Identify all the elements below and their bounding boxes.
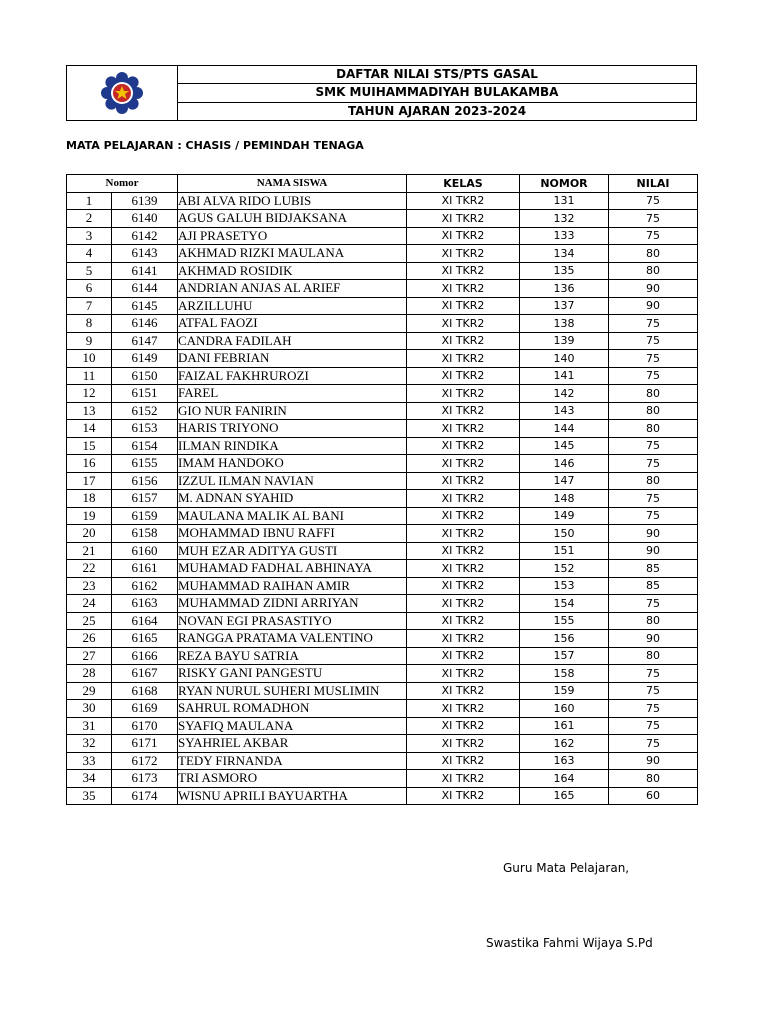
student-class: XI TKR2 (407, 665, 520, 683)
student-id: 6145 (112, 297, 178, 315)
student-name: MUHAMMAD ZIDNI ARRIYAN (178, 595, 407, 613)
student-grade: 80 (609, 420, 698, 438)
student-name: GIO NUR FANIRIN (178, 402, 407, 420)
student-id: 6168 (112, 682, 178, 700)
table-row (67, 717, 698, 735)
student-class: XI TKR2 (407, 525, 520, 543)
student-grade: 75 (609, 350, 698, 368)
student-name: CANDRA FADILAH (178, 332, 407, 350)
row-number: 18 (67, 490, 112, 508)
student-class: XI TKR2 (407, 332, 520, 350)
student-name: RYAN NURUL SUHERI MUSLIMIN (178, 682, 407, 700)
student-number: 133 (520, 227, 609, 245)
row-number: 14 (67, 420, 112, 438)
student-grade: 75 (609, 717, 698, 735)
student-grade: 75 (609, 367, 698, 385)
student-grade: 80 (609, 472, 698, 490)
student-grade: 90 (609, 280, 698, 298)
student-name: NOVAN EGI PRASASTIYO (178, 612, 407, 630)
student-number: 141 (520, 367, 609, 385)
student-number: 164 (520, 770, 609, 788)
row-number: 27 (67, 647, 112, 665)
student-id: 6140 (112, 210, 178, 228)
student-id: 6149 (112, 350, 178, 368)
row-number: 31 (67, 717, 112, 735)
student-name: TEDY FIRNANDA (178, 752, 407, 770)
student-grade: 90 (609, 297, 698, 315)
table-row (67, 297, 698, 315)
teacher-name: Swastika Fahmi Wijaya S.Pd (486, 936, 653, 950)
student-number: 152 (520, 560, 609, 578)
student-class: XI TKR2 (407, 245, 520, 263)
student-name: AJI PRASETYO (178, 227, 407, 245)
student-grade: 75 (609, 332, 698, 350)
student-name: FAREL (178, 385, 407, 403)
student-name: AGUS GALUH BIDJAKSANA (178, 210, 407, 228)
student-id: 6139 (112, 192, 178, 210)
student-name: MOHAMMAD IBNU RAFFI (178, 525, 407, 543)
student-name: RANGGA PRATAMA VALENTINO (178, 630, 407, 648)
student-grade: 90 (609, 525, 698, 543)
student-id: 6157 (112, 490, 178, 508)
student-number: 138 (520, 315, 609, 333)
table-row (67, 770, 698, 788)
table-row (67, 315, 698, 333)
student-name: MUHAMAD FADHAL ABHINAYA (178, 560, 407, 578)
row-number: 17 (67, 472, 112, 490)
row-number: 13 (67, 402, 112, 420)
student-number: 135 (520, 262, 609, 280)
row-number: 1 (67, 192, 112, 210)
student-number: 159 (520, 682, 609, 700)
row-number: 7 (67, 297, 112, 315)
student-id: 6162 (112, 577, 178, 595)
student-id: 6150 (112, 367, 178, 385)
table-row (67, 560, 698, 578)
student-class: XI TKR2 (407, 647, 520, 665)
student-class: XI TKR2 (407, 262, 520, 280)
table-body (67, 192, 698, 805)
student-class: XI TKR2 (407, 595, 520, 613)
row-number: 28 (67, 665, 112, 683)
student-number: 154 (520, 595, 609, 613)
student-name: RISKY GANI PANGESTU (178, 665, 407, 683)
table-row (67, 665, 698, 683)
student-class: XI TKR2 (407, 437, 520, 455)
row-number: 23 (67, 577, 112, 595)
student-grade: 90 (609, 630, 698, 648)
table-row (67, 752, 698, 770)
student-id: 6144 (112, 280, 178, 298)
row-number: 24 (67, 595, 112, 613)
row-number: 10 (67, 350, 112, 368)
student-number: 157 (520, 647, 609, 665)
student-grade: 75 (609, 682, 698, 700)
student-number: 158 (520, 665, 609, 683)
student-number: 144 (520, 420, 609, 438)
table-row (67, 612, 698, 630)
student-name: IZZUL ILMAN NAVIAN (178, 472, 407, 490)
student-number: 140 (520, 350, 609, 368)
table-row (67, 245, 698, 263)
student-class: XI TKR2 (407, 717, 520, 735)
student-name: MUHAMMAD RAIHAN AMIR (178, 577, 407, 595)
table-row (67, 787, 698, 805)
student-class: XI TKR2 (407, 770, 520, 788)
student-class: XI TKR2 (407, 560, 520, 578)
student-class: XI TKR2 (407, 455, 520, 473)
student-number: 150 (520, 525, 609, 543)
student-id: 6174 (112, 787, 178, 805)
header-nilai: NILAI (609, 175, 698, 193)
grades-table (66, 174, 698, 805)
student-id: 6155 (112, 455, 178, 473)
student-number: 143 (520, 402, 609, 420)
student-name: WISNU APRILI BAYUARTHA (178, 787, 407, 805)
student-id: 6169 (112, 700, 178, 718)
student-class: XI TKR2 (407, 367, 520, 385)
student-number: 146 (520, 455, 609, 473)
row-number: 15 (67, 437, 112, 455)
student-id: 6161 (112, 560, 178, 578)
student-class: XI TKR2 (407, 420, 520, 438)
row-number: 3 (67, 227, 112, 245)
student-name: MAULANA MALIK AL BANI (178, 507, 407, 525)
student-number: 155 (520, 612, 609, 630)
student-grade: 75 (609, 507, 698, 525)
table-row (67, 647, 698, 665)
student-class: XI TKR2 (407, 490, 520, 508)
student-name: ATFAL FAOZI (178, 315, 407, 333)
student-class: XI TKR2 (407, 227, 520, 245)
student-name: ARZILLUHU (178, 297, 407, 315)
student-name: SAHRUL ROMADHON (178, 700, 407, 718)
student-grade: 75 (609, 665, 698, 683)
student-number: 139 (520, 332, 609, 350)
student-id: 6146 (112, 315, 178, 333)
table-row (67, 385, 698, 403)
student-grade: 80 (609, 245, 698, 263)
student-class: XI TKR2 (407, 315, 520, 333)
student-class: XI TKR2 (407, 507, 520, 525)
row-number: 20 (67, 525, 112, 543)
student-class: XI TKR2 (407, 787, 520, 805)
student-number: 160 (520, 700, 609, 718)
student-name: HARIS TRIYONO (178, 420, 407, 438)
student-name: AKHMAD ROSIDIK (178, 262, 407, 280)
table-row (67, 542, 698, 560)
student-class: XI TKR2 (407, 735, 520, 753)
student-id: 6152 (112, 402, 178, 420)
student-grade: 75 (609, 490, 698, 508)
document-header (66, 65, 697, 121)
student-number: 142 (520, 385, 609, 403)
table-row (67, 525, 698, 543)
student-number: 132 (520, 210, 609, 228)
row-number: 25 (67, 612, 112, 630)
header-kelas: KELAS (407, 175, 520, 193)
title-line-2: SMK MUIHAMMADIYAH BULAKAMBA (178, 84, 696, 102)
row-number: 11 (67, 367, 112, 385)
student-name: REZA BAYU SATRIA (178, 647, 407, 665)
header-nama: NAMA SISWA (178, 175, 407, 193)
row-number: 22 (67, 560, 112, 578)
subject-label: MATA PELAJARAN : CHASIS / PEMINDAH TENAGA (66, 139, 364, 152)
student-id: 6143 (112, 245, 178, 263)
student-grade: 80 (609, 647, 698, 665)
student-name: DANI FEBRIAN (178, 350, 407, 368)
student-class: XI TKR2 (407, 280, 520, 298)
student-name: SYAHRIEL AKBAR (178, 735, 407, 753)
student-name: ABI ALVA RIDO LUBIS (178, 192, 407, 210)
student-number: 137 (520, 297, 609, 315)
table-row (67, 595, 698, 613)
student-name: ANDRIAN ANJAS AL ARIEF (178, 280, 407, 298)
row-number: 19 (67, 507, 112, 525)
table-row (67, 332, 698, 350)
student-number: 131 (520, 192, 609, 210)
student-grade: 80 (609, 402, 698, 420)
row-number: 12 (67, 385, 112, 403)
student-grade: 90 (609, 752, 698, 770)
student-number: 134 (520, 245, 609, 263)
student-id: 6167 (112, 665, 178, 683)
student-id: 6141 (112, 262, 178, 280)
student-name: AKHMAD RIZKI MAULANA (178, 245, 407, 263)
title-line-3: TAHUN AJARAN 2023-2024 (347, 103, 527, 118)
table-row (67, 472, 698, 490)
student-name: ILMAN RINDIKA (178, 437, 407, 455)
student-id: 6142 (112, 227, 178, 245)
row-number: 5 (67, 262, 112, 280)
student-id: 6151 (112, 385, 178, 403)
logo-cell (67, 66, 178, 120)
student-grade: 75 (609, 455, 698, 473)
student-grade: 80 (609, 262, 698, 280)
row-number: 26 (67, 630, 112, 648)
student-grade: 75 (609, 595, 698, 613)
student-grade: 75 (609, 210, 698, 228)
table-row (67, 735, 698, 753)
table-row (67, 210, 698, 228)
student-name: M. ADNAN SYAHID (178, 490, 407, 508)
student-id: 6164 (112, 612, 178, 630)
student-class: XI TKR2 (407, 542, 520, 560)
student-class: XI TKR2 (407, 350, 520, 368)
student-id: 6165 (112, 630, 178, 648)
student-id: 6172 (112, 752, 178, 770)
header-nomor2: NOMOR (520, 175, 609, 193)
row-number: 2 (67, 210, 112, 228)
table-header-row (67, 175, 698, 193)
student-grade: 75 (609, 227, 698, 245)
student-id: 6170 (112, 717, 178, 735)
table-row (67, 507, 698, 525)
table-row (67, 437, 698, 455)
student-class: XI TKR2 (407, 472, 520, 490)
student-grade: 75 (609, 437, 698, 455)
student-grade: 75 (609, 192, 698, 210)
student-number: 165 (520, 787, 609, 805)
student-grade: 80 (609, 770, 698, 788)
row-number: 4 (67, 245, 112, 263)
student-number: 161 (520, 717, 609, 735)
student-grade: 60 (609, 787, 698, 805)
student-number: 153 (520, 577, 609, 595)
student-id: 6171 (112, 735, 178, 753)
row-number: 16 (67, 455, 112, 473)
student-grade: 80 (609, 385, 698, 403)
row-number: 21 (67, 542, 112, 560)
student-name: TRI ASMORO (178, 770, 407, 788)
row-number: 6 (67, 280, 112, 298)
row-number: 34 (67, 770, 112, 788)
student-class: XI TKR2 (407, 297, 520, 315)
student-name: SYAFIQ MAULANA (178, 717, 407, 735)
row-number: 9 (67, 332, 112, 350)
student-id: 6166 (112, 647, 178, 665)
student-class: XI TKR2 (407, 630, 520, 648)
student-id: 6173 (112, 770, 178, 788)
student-id: 6156 (112, 472, 178, 490)
student-grade: 75 (609, 735, 698, 753)
student-number: 162 (520, 735, 609, 753)
student-grade: 85 (609, 577, 698, 595)
row-number: 8 (67, 315, 112, 333)
table-row (67, 700, 698, 718)
student-id: 6147 (112, 332, 178, 350)
table-row (67, 367, 698, 385)
student-name: IMAM HANDOKO (178, 455, 407, 473)
teacher-title: Guru Mata Pelajaran, (503, 861, 630, 875)
row-number: 32 (67, 735, 112, 753)
row-number: 29 (67, 682, 112, 700)
table-row (67, 420, 698, 438)
student-class: XI TKR2 (407, 577, 520, 595)
student-class: XI TKR2 (407, 612, 520, 630)
student-class: XI TKR2 (407, 752, 520, 770)
student-number: 163 (520, 752, 609, 770)
student-class: XI TKR2 (407, 682, 520, 700)
student-id: 6158 (112, 525, 178, 543)
table-row (67, 402, 698, 420)
student-number: 145 (520, 437, 609, 455)
student-number: 149 (520, 507, 609, 525)
student-class: XI TKR2 (407, 402, 520, 420)
table-row (67, 350, 698, 368)
row-number: 30 (67, 700, 112, 718)
table-row (67, 227, 698, 245)
school-logo-icon (96, 71, 148, 115)
title-block (178, 66, 696, 120)
table-row (67, 192, 698, 210)
header-nomor: Nomor (67, 175, 178, 193)
table-row (67, 455, 698, 473)
student-number: 136 (520, 280, 609, 298)
table-row (67, 630, 698, 648)
student-number: 151 (520, 542, 609, 560)
student-number: 148 (520, 490, 609, 508)
student-grade: 85 (609, 560, 698, 578)
student-number: 156 (520, 630, 609, 648)
student-name: FAIZAL FAKHRUROZI (178, 367, 407, 385)
student-id: 6159 (112, 507, 178, 525)
row-number: 33 (67, 752, 112, 770)
student-name: MUH EZAR ADITYA GUSTI (178, 542, 407, 560)
row-number: 35 (67, 787, 112, 805)
table-row (67, 262, 698, 280)
table-row (67, 682, 698, 700)
student-grade: 75 (609, 700, 698, 718)
student-number: 147 (520, 472, 609, 490)
student-class: XI TKR2 (407, 210, 520, 228)
title-line-1: DAFTAR NILAI STS/PTS GASAL (178, 66, 696, 84)
table-row (67, 280, 698, 298)
table-row (67, 490, 698, 508)
student-id: 6163 (112, 595, 178, 613)
table-row (67, 577, 698, 595)
student-class: XI TKR2 (407, 192, 520, 210)
student-id: 6153 (112, 420, 178, 438)
student-class: XI TKR2 (407, 700, 520, 718)
student-id: 6160 (112, 542, 178, 560)
student-grade: 90 (609, 542, 698, 560)
student-grade: 75 (609, 315, 698, 333)
student-grade: 80 (609, 612, 698, 630)
student-class: XI TKR2 (407, 385, 520, 403)
student-id: 6154 (112, 437, 178, 455)
